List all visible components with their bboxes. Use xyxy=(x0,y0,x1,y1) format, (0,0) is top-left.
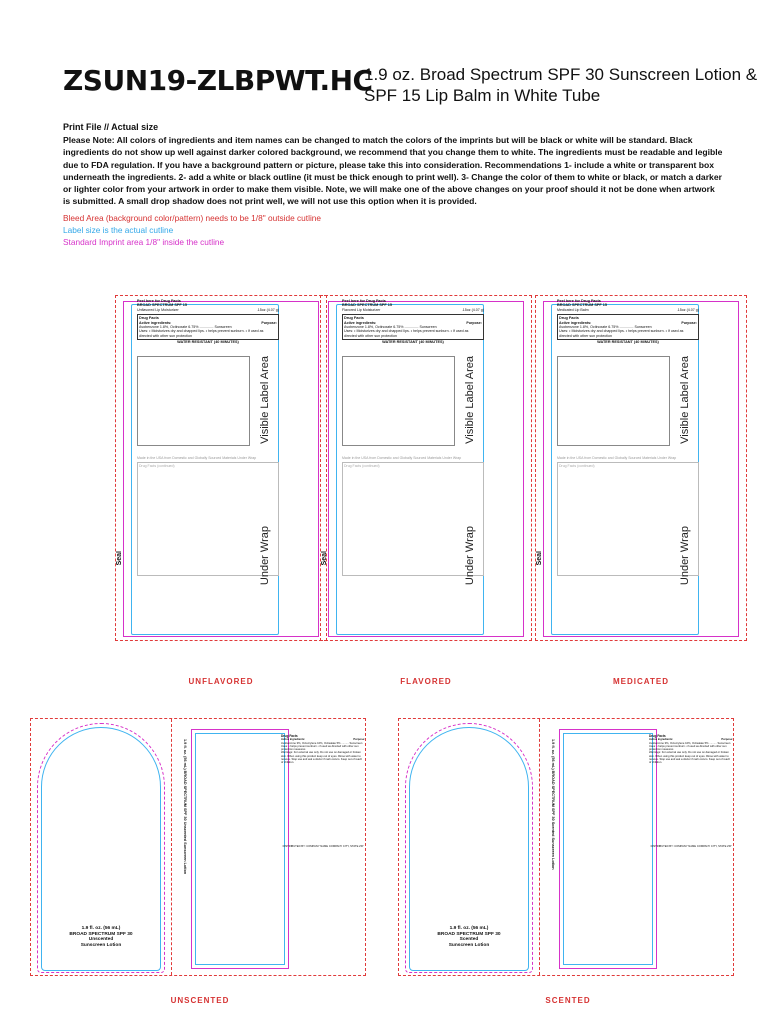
product-row xyxy=(557,308,699,312)
tube-front-text xyxy=(409,926,529,948)
water-resistant: WATER RESISTANT (40 MINUTES) xyxy=(597,340,659,345)
tube-product: Sunscreen Lotion xyxy=(80,942,122,948)
product-name: Flavored Lip Moisturizer xyxy=(342,307,381,312)
seal-label: Seal xyxy=(536,551,543,566)
seal-label: Seal xyxy=(116,551,123,566)
uses-line: Uses: • Moisturizes dry and chapped lips. • helps prevent sunburn. • If used as directed with other sun protection xyxy=(559,329,684,338)
visible-label-area: Visible Label Area xyxy=(464,356,476,444)
drug-facts-top xyxy=(137,299,279,345)
water-resistant: WATER RESISTANT (40 MINUTES) xyxy=(177,340,239,345)
tube-back-label xyxy=(195,733,285,965)
under-wrap: Under Wrap xyxy=(679,526,691,586)
actives-line: Avobenzone 1.8%, Octinoxate 6.75% .............. Sunscreen xyxy=(559,325,652,330)
actives-line: Avobenzone 1.8%, Octinoxate 6.75% .............. Sunscreen xyxy=(139,325,232,330)
flavor-label-medicated: MEDICATED xyxy=(613,677,669,686)
active-label: Active ingredients: xyxy=(344,320,377,325)
water-resistant: WATER RESISTANT (40 MINUTES) xyxy=(382,340,444,345)
flavor-label-unflavored: UNFLAVORED xyxy=(188,677,254,686)
made-in-usa xyxy=(342,456,484,576)
visible-label-area: Visible Label Area xyxy=(259,356,271,444)
artwork-placeholder xyxy=(342,356,455,446)
made-line: Made in the USA from Domestic and Globally Sourced Materials Under Wrap xyxy=(342,456,462,460)
tube-purpose-label: Purpose: xyxy=(721,738,733,742)
made-in-usa xyxy=(557,456,699,576)
tube-spf: BROAD SPECTRUM SPF 30 xyxy=(69,931,133,937)
drug-facts-title: Drug Facts xyxy=(344,316,364,321)
product-row xyxy=(137,308,279,312)
drug-facts-top xyxy=(557,299,699,345)
tube-side-text: 1.9 fl. oz. (56 mL) BROAD SPECTRUM SPF 30 Scented Sunscreen Lotion xyxy=(551,739,555,870)
made-line: Made in the USA from Domestic and Globally Sourced Materials Under Wrap xyxy=(137,456,257,460)
tube-uses: Uses: • helps prevent sunburn • if used as directed with other sun protection measures xyxy=(649,744,727,752)
tube-actives: Avobenzone 3%, Octocrylene 10%, Octisalate 5% .......... Sunscreen xyxy=(649,741,731,745)
purpose-label: Purpose: xyxy=(681,320,697,325)
tube-kind: Unscented xyxy=(88,937,114,943)
continued-box xyxy=(137,462,279,575)
visible-label-area: Visible Label Area xyxy=(679,356,691,444)
artwork-placeholder xyxy=(557,356,670,446)
drug-facts-title: Drug Facts xyxy=(559,316,579,321)
continued-title: Drug Facts (continued) xyxy=(139,464,175,469)
tube-kind: Scented xyxy=(459,937,479,943)
tube-spf: BROAD SPECTRUM SPF 30 xyxy=(437,931,501,937)
tube-label-unscented: UNSCENTED xyxy=(170,996,230,1005)
lip-balm-panel-flavored xyxy=(320,295,532,641)
tube-uses: Uses: • helps prevent sunburn • if used as directed with other sun protection measures xyxy=(281,744,359,752)
seal-label: Seal xyxy=(321,551,328,566)
tube-panel-unscented xyxy=(30,718,366,976)
net-weight: .15oz (4.07 g) xyxy=(461,307,484,312)
continued-title: Drug Facts (continued) xyxy=(559,464,595,469)
spf-label: BROAD SPECTRUM SPF 15 xyxy=(342,303,392,308)
under-wrap: Under Wrap xyxy=(259,526,271,586)
continued-lines xyxy=(139,469,277,574)
drug-facts-box xyxy=(342,314,484,340)
drug-facts-title: Drug Facts xyxy=(139,316,159,321)
color-note: Please Note: All colors of ingredients and item names can be changed to match the colors of the imprints but will be black or white will be standard. Black ingredients do not show up well against darker colored background, we recommend that you change them to white. The ingredients must be readable and legible due to FDA regulation. If you have a background pattern or picture, please take this into consideration. Recommendations 1- include a white or transparent box underneath the ingredients. 2- add a white or black outline (it must be thick enough to print well). 3- Change the color of them to white or black, or match a darker or lighter color from your artwork in order to make them visible. Note, we will make one of the above changes on your proof should it not be done when artwork is submitted. A small drop shadow does not print well, we will not use this option when it is provided. xyxy=(63,135,723,207)
actives-line: Avobenzone 1.8%, Octinoxate 6.75% .............. Sunscreen xyxy=(344,325,437,330)
continued-box xyxy=(557,462,699,575)
tube-active-label: Active ingredients: xyxy=(281,738,306,742)
print-file-note: Print File // Actual size xyxy=(63,122,159,132)
tube-spacer xyxy=(281,765,365,845)
tube-front-text xyxy=(41,926,161,948)
tube-side-text: 1.9 fl. oz. (56 mL) BROAD SPECTRUM SPF 30 Unscented Sunscreen Lotion xyxy=(183,739,187,875)
tube-distributed: DISTRIBUTED BY: COMPANY NAME COMPANY CITY, STATE ZIP xyxy=(282,844,364,848)
product-name: Unflavored Lip Moisturizer xyxy=(137,307,179,312)
net-weight: .15oz (4.07 g) xyxy=(256,307,279,312)
continued-title: Drug Facts (continued) xyxy=(344,464,380,469)
made-line: Made in the USA from Domestic and Globally Sourced Materials Under Wrap xyxy=(557,456,677,460)
active-label: Active ingredients: xyxy=(559,320,592,325)
tube-drug-facts xyxy=(281,735,365,848)
tube-drug-facts xyxy=(649,735,733,848)
tube-label-scented: SCENTED xyxy=(545,996,591,1005)
lip-balm-panel-medicated xyxy=(535,295,747,641)
tube-back-label xyxy=(563,733,653,965)
facts-header: Peel here for Drug Facts xyxy=(137,299,181,303)
purpose-label: Purpose: xyxy=(466,320,482,325)
flavor-label-flavored: FLAVORED xyxy=(400,677,452,686)
bleed-legend: Bleed Area (background color/pattern) needs to be 1/8" outside cutline xyxy=(63,213,322,223)
tube-active-label: Active ingredients: xyxy=(649,738,674,742)
drug-facts-top xyxy=(342,299,484,345)
tube-warnings: Warnings: For external use only. Do not use on damaged or broken skin. When using this product keep out of eyes. Rinse with water to remove. Stop use and ask a doctor if rash occurs. Keep out of reach of children. xyxy=(281,751,363,765)
continued-lines xyxy=(344,469,482,574)
continued-lines xyxy=(559,469,697,574)
under-wrap: Under Wrap xyxy=(464,526,476,586)
artwork-placeholder xyxy=(137,356,250,446)
product-code: ZSUN19-ZLBPWT.HC xyxy=(63,64,373,97)
made-in-usa xyxy=(137,456,279,576)
purpose-label: Purpose: xyxy=(261,320,277,325)
tube-spacer xyxy=(649,765,733,845)
facts-header: Peel here for Drug Facts xyxy=(557,299,601,303)
spf-label: BROAD SPECTRUM SPF 15 xyxy=(557,303,607,308)
tube-distributed: DISTRIBUTED BY: COMPANY NAME COMPANY CITY, STATE ZIP xyxy=(650,844,732,848)
product-row xyxy=(342,308,484,312)
net-weight: .15oz (4.07 g) xyxy=(676,307,699,312)
continued-box xyxy=(342,462,484,575)
tube-panel-scented xyxy=(398,718,734,976)
facts-header: Peel here for Drug Facts xyxy=(342,299,386,303)
tube-size: 1.9 fl. oz. (56 mL) xyxy=(81,926,121,931)
tube-size: 1.9 fl. oz. (56 mL) xyxy=(449,926,489,931)
fold-line xyxy=(539,719,540,975)
uses-line: Uses: • Moisturizes dry and chapped lips. • helps prevent sunburn. • If used as directed with other sun protection xyxy=(344,329,469,338)
fold-line xyxy=(171,719,172,975)
tube-actives: Avobenzone 3%, Octocrylene 10%, Octisalate 5% .......... Sunscreen xyxy=(281,741,363,745)
product-name: Medicated Lip Balm xyxy=(557,307,589,312)
product-title: 1.9 oz. Broad Spectrum SPF 30 Sunscreen Lotion & SPF 15 Lip Balm in White Tube xyxy=(364,65,758,105)
active-label: Active ingredients: xyxy=(139,320,172,325)
label-size-legend: Label size is the actual cutline xyxy=(63,225,174,235)
tube-warnings: Warnings: For external use only. Do not use on damaged or broken skin. When using this product keep out of eyes. Rinse with water to remove. Stop use and ask a doctor if rash occurs. Keep out of reach of children. xyxy=(649,751,731,765)
drug-facts-box xyxy=(137,314,279,340)
drug-facts-box xyxy=(557,314,699,340)
tube-product: Sunscreen Lotion xyxy=(448,942,490,948)
spf-label: BROAD SPECTRUM SPF 15 xyxy=(137,303,187,308)
imprint-legend: Standard Imprint area 1/8" inside the cutline xyxy=(63,237,225,247)
lip-balm-panel-unflavored xyxy=(115,295,327,641)
uses-line: Uses: • Moisturizes dry and chapped lips. • helps prevent sunburn. • If used as directed with other sun protection xyxy=(139,329,264,338)
tube-facts-title: Drug Facts xyxy=(649,734,666,738)
tube-purpose-label: Purpose: xyxy=(353,738,365,742)
tube-facts-title: Drug Facts xyxy=(281,734,298,738)
